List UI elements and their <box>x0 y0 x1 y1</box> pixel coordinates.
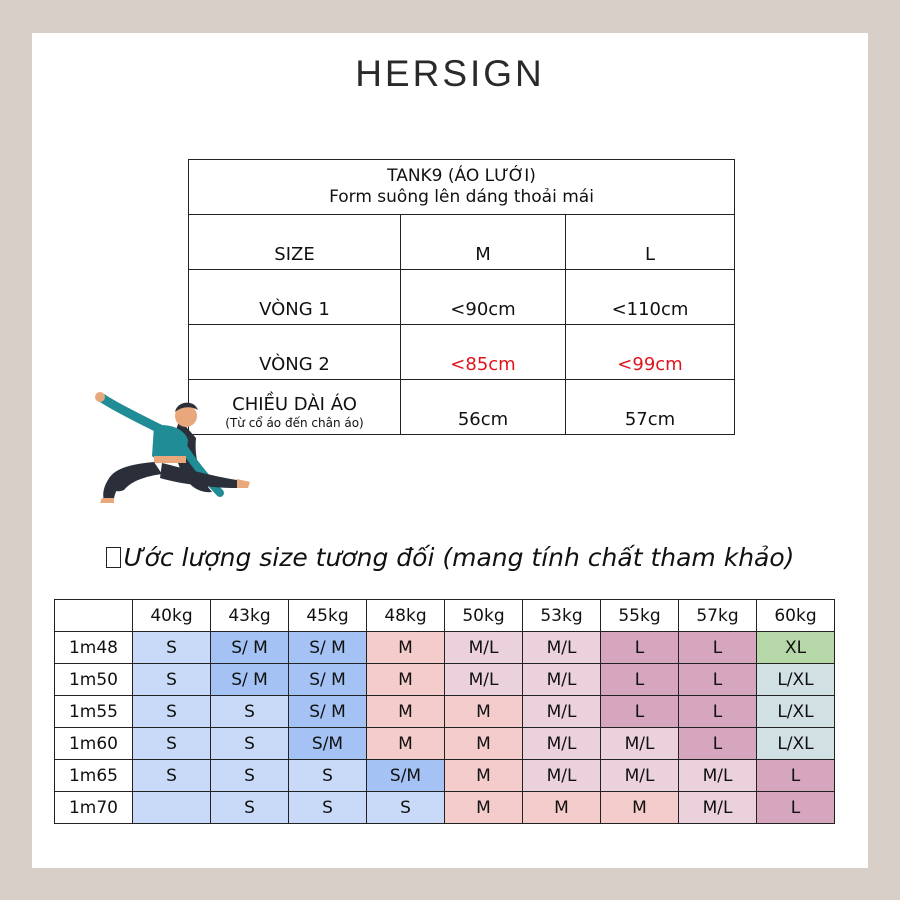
table-row <box>55 632 835 664</box>
size-cell: M <box>367 632 445 664</box>
size-cell: M/L <box>445 632 523 664</box>
size-cell: M/L <box>601 728 679 760</box>
table-row <box>55 664 835 696</box>
height-label: 1m60 <box>55 728 133 760</box>
size-cell: L <box>757 792 835 824</box>
size-cell: M <box>445 760 523 792</box>
size-cell: S <box>211 792 289 824</box>
size-cell: S <box>211 696 289 728</box>
table-row <box>55 792 835 824</box>
table-row <box>55 728 835 760</box>
table-row <box>55 696 835 728</box>
spec-cell-l: 57cm <box>566 380 735 435</box>
size-cell: M <box>601 792 679 824</box>
size-cell: S/ M <box>211 664 289 696</box>
size-cell: M <box>445 792 523 824</box>
spec-row-length <box>189 380 735 435</box>
size-cell: L/XL <box>757 664 835 696</box>
size-cell: L <box>679 664 757 696</box>
size-cell: M/L <box>679 760 757 792</box>
weight-header: 45kg <box>289 600 367 632</box>
estimate-header-row <box>55 600 835 632</box>
size-cell: S <box>133 760 211 792</box>
weight-header: 60kg <box>757 600 835 632</box>
weight-header: 57kg <box>679 600 757 632</box>
spec-cell-m: 56cm <box>401 380 566 435</box>
size-cell: S/ M <box>211 632 289 664</box>
estimate-title <box>32 543 868 572</box>
spec-row-vong1 <box>189 270 735 325</box>
size-cell: XL <box>757 632 835 664</box>
height-label: 1m48 <box>55 632 133 664</box>
size-cell: S/ M <box>289 664 367 696</box>
spec-row-vong2 <box>189 325 735 380</box>
size-cell: L/XL <box>757 696 835 728</box>
size-spec-table <box>188 159 735 435</box>
size-cell: S/ M <box>289 696 367 728</box>
yoga-woman-illustration <box>62 368 252 503</box>
size-cell: M <box>367 696 445 728</box>
size-cell: M <box>523 792 601 824</box>
size-cell: M/L <box>523 696 601 728</box>
size-cell: S <box>367 792 445 824</box>
spec-length-sublabel: (Từ cổ áo đến chân áo) <box>225 416 364 430</box>
spec-cell-m: <90cm <box>401 270 566 325</box>
spec-cell-l: <99cm <box>566 325 735 380</box>
size-cell: S <box>133 728 211 760</box>
size-cell: L <box>601 664 679 696</box>
size-cell: S <box>133 632 211 664</box>
size-cell: S <box>211 760 289 792</box>
size-cell: S/ M <box>289 632 367 664</box>
weight-header: 53kg <box>523 600 601 632</box>
size-cell: M/L <box>523 760 601 792</box>
spec-row-label: VÒNG 2 <box>189 325 401 380</box>
spec-cell-m: <85cm <box>401 325 566 380</box>
size-cell: L <box>601 632 679 664</box>
spec-col-m: M <box>401 215 566 270</box>
size-estimate-table <box>54 599 835 824</box>
size-chart-page <box>32 33 868 868</box>
spec-row-label: VÒNG 1 <box>189 270 401 325</box>
size-cell: S/M <box>367 760 445 792</box>
size-cell: M/L <box>523 632 601 664</box>
size-cell: M <box>445 696 523 728</box>
size-cell: M/L <box>601 760 679 792</box>
size-cell: L <box>679 728 757 760</box>
estimate-title-text: Ước lượng size tương đối (mang tính chất tham khảo) <box>123 543 795 572</box>
size-cell: L <box>601 696 679 728</box>
size-cell: S <box>211 728 289 760</box>
size-cell <box>133 792 211 824</box>
size-cell: S <box>133 664 211 696</box>
size-cell: S <box>289 792 367 824</box>
size-cell: M/L <box>679 792 757 824</box>
size-cell: S/M <box>289 728 367 760</box>
size-cell: S <box>289 760 367 792</box>
spec-header-row <box>189 215 735 270</box>
size-cell: M <box>367 664 445 696</box>
size-cell: M/L <box>523 728 601 760</box>
spec-title <box>189 160 735 215</box>
spec-title-row <box>189 160 735 215</box>
size-cell: S <box>133 696 211 728</box>
spec-col-l: L <box>566 215 735 270</box>
brand-logo: HERSIGN <box>355 53 545 94</box>
spec-title-line1: TANK9 (ÁO LƯỚI) <box>387 166 536 186</box>
size-cell: L/XL <box>757 728 835 760</box>
size-cell: L <box>679 696 757 728</box>
size-cell: M/L <box>523 664 601 696</box>
estimate-corner-cell <box>55 600 133 632</box>
spec-length-label: CHIỀU DÀI ÁO <box>232 394 357 415</box>
weight-header: 55kg <box>601 600 679 632</box>
height-label: 1m70 <box>55 792 133 824</box>
missing-glyph-icon <box>106 547 121 568</box>
size-cell: M <box>445 728 523 760</box>
size-cell: M <box>367 728 445 760</box>
height-label: 1m55 <box>55 696 133 728</box>
height-label: 1m65 <box>55 760 133 792</box>
spec-col-size: SIZE <box>189 215 401 270</box>
spec-cell-l: <110cm <box>566 270 735 325</box>
height-label: 1m50 <box>55 664 133 696</box>
size-cell: L <box>679 632 757 664</box>
weight-header: 40kg <box>133 600 211 632</box>
weight-header: 48kg <box>367 600 445 632</box>
weight-header: 43kg <box>211 600 289 632</box>
size-cell: M/L <box>445 664 523 696</box>
table-row <box>55 760 835 792</box>
size-cell: L <box>757 760 835 792</box>
weight-header: 50kg <box>445 600 523 632</box>
spec-title-line2: Form suông lên dáng thoải mái <box>329 187 594 207</box>
